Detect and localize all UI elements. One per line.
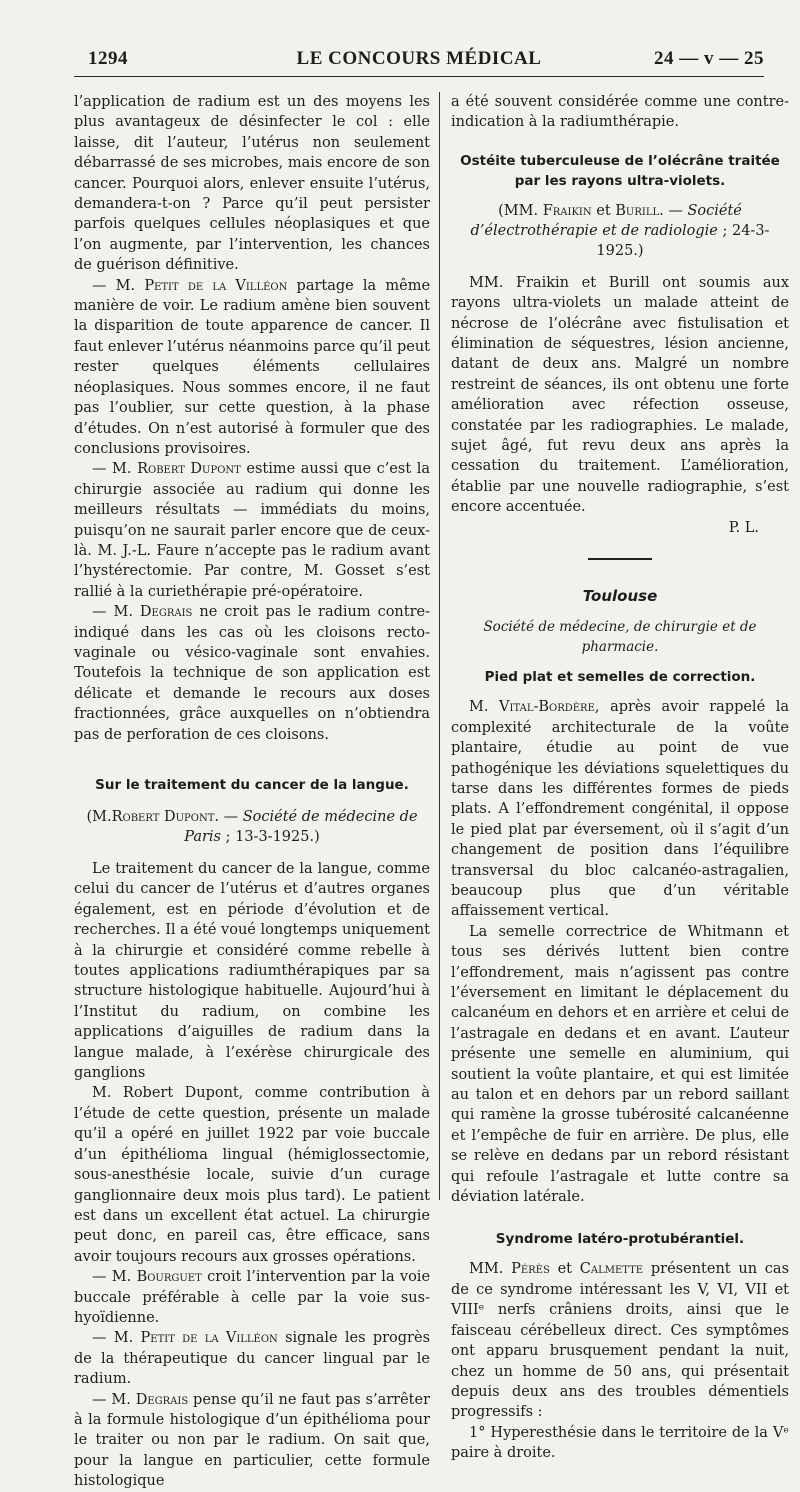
right-column xyxy=(451,92,789,1464)
paragraph: MM. Fraikin et Burill ont soumis aux rayons ultra-violets un malade atteint de nécrose de l’olécrâne avec fistulisation et élimination de séquestres, lésion ancienne, datant de deux ans. Malgré un nombre restreint de séances, ils ont obtenu une forte amélioration avec réfection osseuse, constatée par les radiographies. Le malade, sujet âgé, fut revu deux ans après la cessation du traitement. L’amélioration, établie par une nouvelle radiographie, s’est encore accentuée. xyxy=(451,274,789,516)
speaker-name: Pérès xyxy=(511,1261,550,1278)
speaker-name: Degrais xyxy=(139,604,193,621)
speaker-name: Bourguet xyxy=(136,1269,202,1286)
paragraph: Le traitement du cancer de la langue, comme celui du cancer de l’utérus et d’autres organes également, est en période d’évolution et de recherches. Il a été voué longtemps uniquement à la chirurgie et considéré comme rebelle à toutes applications radiumthérapiques par sa structure histologique habituelle. Aujourd’hui à l’Institut du radium, on combine les applications d’aiguilles de radium dans la langue malade, à l’exérèse chirurgicale des ganglions xyxy=(74,861,430,1082)
paragraph: — M. Petit de la Villéon signale les progrès de la thérapeutique du cancer lingual par le radium. xyxy=(74,1330,431,1388)
author-signature: P. L. xyxy=(728,519,759,536)
speaker-name: Calmette xyxy=(579,1261,644,1278)
reference: (MM. Fraikin et Burill. — Société d’électrothérapie et de radiologie ; 24-3-1925.) xyxy=(470,202,770,259)
reference: (M.Robert Dupont. — Société de médecine de Paris ; 13-3-1925.) xyxy=(86,809,418,845)
page-header xyxy=(74,46,764,77)
city-heading: Toulouse xyxy=(582,587,658,606)
paragraph: l’application de radium est un des moyens les plus avantageux de désinfecter le col : elle laisse, dit l’auteur, l’utérus non seulement débarrassé de ses microbes, mais encore de son cancer. Pourquoi alors, enlever ensuite l’utérus, demandera-t-on ? Parce qu’il peut persister parfois quelques cellules néoplasiques et que l’on augmente, par l’intervention, les chances de guérison définitive. xyxy=(74,94,430,274)
society-name: Société de médecine, de chirurgie et de pharmacie. xyxy=(483,618,757,655)
paragraph: — M. Bourguet croit l’intervention par la voie buccale préférable à celle par la voie sus-hyoïdienne. xyxy=(74,1269,431,1326)
speaker-name: Petit de la Villéon xyxy=(144,277,288,294)
column-divider xyxy=(439,92,440,1200)
paragraph: — M. Petit de la Villéon partage la même manière de voir. Le radium amène bien souvent la disparition de toute apparence de cancer. Il faut enlever l’utérus néanmoins parce qu’il peut rester quelques éléments cellulaires néoplasiques. Nous sommes encore, il ne faut pas l’oublier, sur cette question, à la phase d’études. On n’est autorisé à formuler que des conclusions provisoires. xyxy=(74,277,431,457)
speaker-name: Petit de la Villéon xyxy=(140,1330,278,1347)
speaker-name: Degrais xyxy=(135,1391,189,1408)
paragraph: — M. Robert Dupont estime aussi que c’est la chirurgie associée au radium qui donne les meilleurs résultats — immédiats du moins, puisqu’on ne saurait parler encore que de ceux-là. M. J.-L. Faure n’accepte pas le radium avant l’hystérectomie. Par contre, M. Gosset s’est rallié à la curiethérapie pré-opératoire. xyxy=(74,461,430,600)
paragraph: MM. Pérès et Calmette présentent un cas de ce syndrome intéressant les V, VI, VII et VIIIᵉ nerfs crâniens droits, ainsi que le faisceau cérébelleux direct. Ces symptômes ont apparu brusquement pendant la nuit, chez un homme de 50 ans, qui présentait depuis deux ans des troubles démentiels progressifs : xyxy=(451,1261,790,1421)
section-title: Syndrome latéro-protubérantiel. xyxy=(495,1231,745,1248)
left-column xyxy=(74,92,430,1492)
paragraph: — M. Degrais ne croit pas le radium contre-indiqué dans les cas où les cloisons recto-vaginale ou vésico-vaginale sont envahies. Toutefois la technique de son application est délicate et demande le recours aux doses fractionnées, grâce auxquelles on n’obtiendra pas de perforation de ces cloisons. xyxy=(74,604,431,743)
paragraph: M. Vital-Bordère, après avoir rappelé la complexité architecturale de la voûte plantaire, étudie au point de vue pathogénique les déviations squelettiques du tarse dans les différentes formes de pieds plats. A l’effondrement congénital, il oppose le pied plat par éversement, où il s’agit d’un changement de position dans l’équilibre transversal du bloc calcanéo-astragalien, beaucoup plus que d’un véritable affaissement vertical. xyxy=(451,699,789,920)
paragraph: a été souvent considérée comme une contre-indication à la radiumthérapie. xyxy=(451,94,789,131)
section-title: Sur le traitement du cancer de la langue. xyxy=(95,777,409,793)
journal-title: LE CONCOURS MÉDICAL xyxy=(296,48,542,69)
page-number: 1294 xyxy=(88,48,128,69)
paragraph: 1° Hyperesthésie dans le territoire de la Vᵉ paire à droite. xyxy=(451,1424,789,1462)
section-title: Ostéite tuberculeuse de l’olécrâne traitée par les rayons ultra-violets. xyxy=(460,152,780,189)
section-title: Pied plat et semelles de correction. xyxy=(484,669,756,686)
paragraph: La semelle correctrice de Whitmann et tous ses dérivés luttent bien contre l’effondrement, mais n’agissent pas contre l’éversement en limitant le déplacement du calcanéum en dehors et en arrière et celui de l’astragale en dedans et en avant. L’auteur présente une semelle en aluminium, qui soutient la voûte plantaire, et qui est limitée au talon et en dehors par un rebord saillant qui ramène la grosse tubérosité calcanéenne et l’empêche de fuir en arrière. De plus, elle se relève en dedans par un rebord résistant qui refoule l’astragale et lutte contre sa déviation latérale. xyxy=(451,923,789,1206)
paragraph: M. Robert Dupont, comme contribution à l’étude de cette question, présente un malade qu’il a opéré en juillet 1922 par voie buccale d’un épithélioma lingual (hémiglossectomie, sous-anesthésie locale, suivie d’un curage ganglionnaire deux mois plus tard). Le patient est dans un excellent état actuel. La chirurgie peut donc, en pareil cas, être efficace, sans avoir toujours recours aux grosses opérations. xyxy=(74,1085,430,1265)
speaker-name: Vital-Bordère xyxy=(499,699,595,716)
speaker-name: Robert Dupont xyxy=(137,461,241,478)
issue-date: 24 — v — 25 xyxy=(654,48,764,69)
paragraph: — M. Degrais pense qu’il ne faut pas s’arrêter à la formule histologique d’un épithélioma pour le traiter ou non par le radium. On sait que, pour la langue en particulier, cette formule histologique xyxy=(74,1391,431,1490)
